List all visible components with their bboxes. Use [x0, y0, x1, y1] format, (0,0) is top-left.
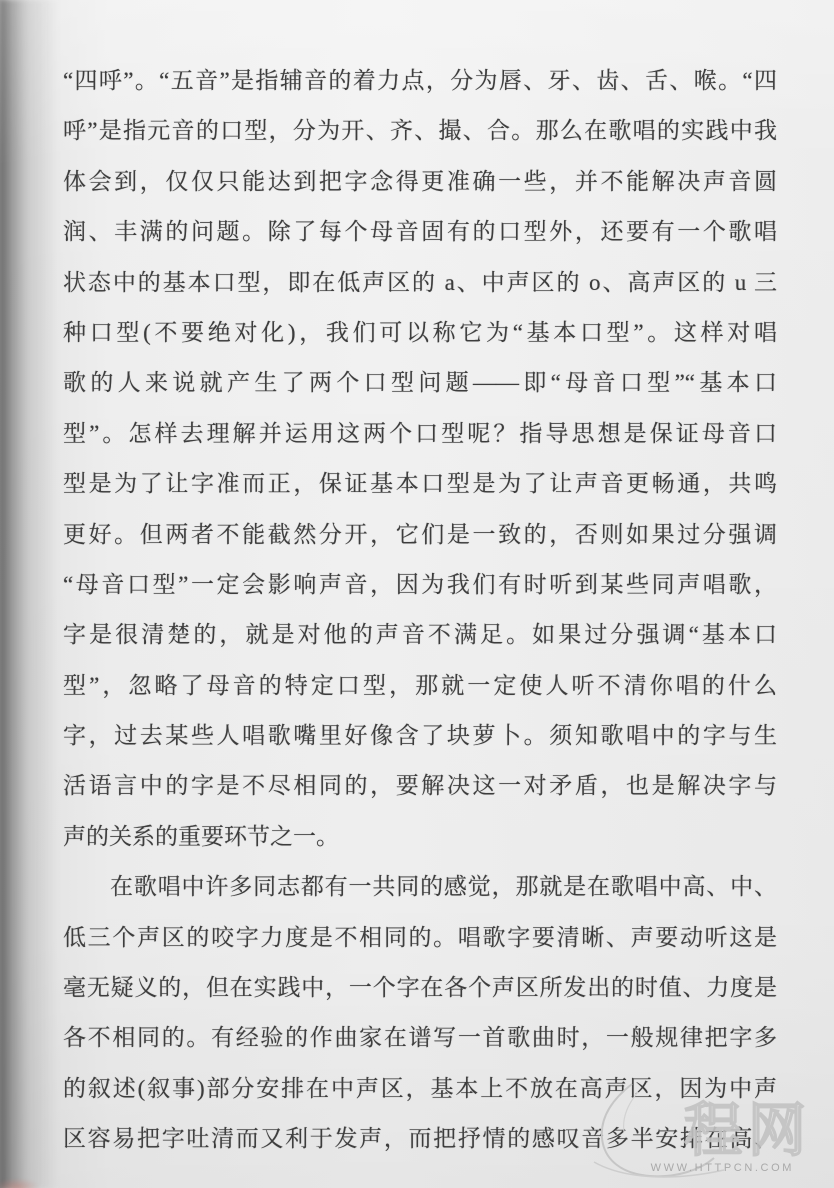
text-line: “母音口型”一定会影响声音，因为我们有时听到某些同声唱歌，	[63, 571, 777, 597]
text-line: 区容易把字吐清而又利于发声，而把抒情的感叹音多半安排在高、	[63, 1126, 777, 1152]
text-line: 字是很清楚的，就是对他的声音不满足。如果过分强调“基本口	[63, 622, 777, 648]
text-line: 的叙述(叙事)部分安排在中声区，基本上不放在高声区，因为中声	[63, 1075, 777, 1101]
text-line: 毫无疑义的，但在实践中，一个字在各个声区所发出的时值、力度是	[63, 975, 777, 1001]
text-line: 更好。但两者不能截然分开，它们是一致的，否则如果过分强调	[63, 521, 777, 547]
text-line: “四呼”。“五音”是指辅音的着力点，分为唇、牙、齿、舌、喉。“四	[63, 68, 777, 93]
watermark-logo-text: 程网	[683, 1098, 812, 1163]
text-line-paragraph-end: 声的关系的重要环节之一。	[63, 823, 339, 849]
text-line: 型是为了让字准而正，保证基本口型是为了让声音更畅通，共鸣	[63, 471, 777, 497]
page-gutter-shadow	[0, 0, 60, 1188]
text-line: 字，过去某些人唱歌嘴里好像含了块萝卜。须知歌唱中的字与生	[63, 723, 777, 749]
text-line: 润、丰满的问题。除了每个母音固有的口型外，还要有一个歌唱	[63, 219, 777, 245]
body-text	[63, 56, 777, 1165]
text-line: 种口型(不要绝对化)，我们可以称它为“基本口型”。这样对唱	[63, 319, 777, 345]
text-line: 型”，忽略了母音的特定口型，那就一定使人听不清你唱的什么	[63, 672, 777, 698]
text-line: 活语言中的字是不尽相同的，要解决这一对矛盾，也是解决字与	[63, 773, 777, 799]
text-line: 体会到，仅仅只能达到把字念得更准确一些，并不能解决声音圆	[63, 168, 777, 194]
text-line: 各不相同的。有经验的作曲家在谱写一首歌曲时，一般规律把字多	[63, 1025, 777, 1051]
text-line: 状态中的基本口型，即在低声区的 a、中声区的 o、高声区的 u 三	[63, 269, 777, 295]
text-line: 型”。怎样去理解并运用这两个口型呢？指导思想是保证母音口	[63, 420, 777, 446]
text-line-paragraph-start: 在歌唱中许多同志都有一共同的感觉，那就是在歌唱中高、中、	[110, 874, 777, 900]
text-line: 歌的人来说就产生了两个口型问题——即“母音口型”“基本口	[63, 370, 777, 396]
watermark-url: WWW.HTTPCN.COM	[650, 1162, 794, 1174]
text-line: 低三个声区的咬字力度是不相同的。唱歌字要清晰、声要动听这是	[63, 924, 777, 950]
text-line: 呼”是指元音的口型，分为开、齐、撮、合。那么在歌唱的实践中我	[63, 118, 777, 144]
